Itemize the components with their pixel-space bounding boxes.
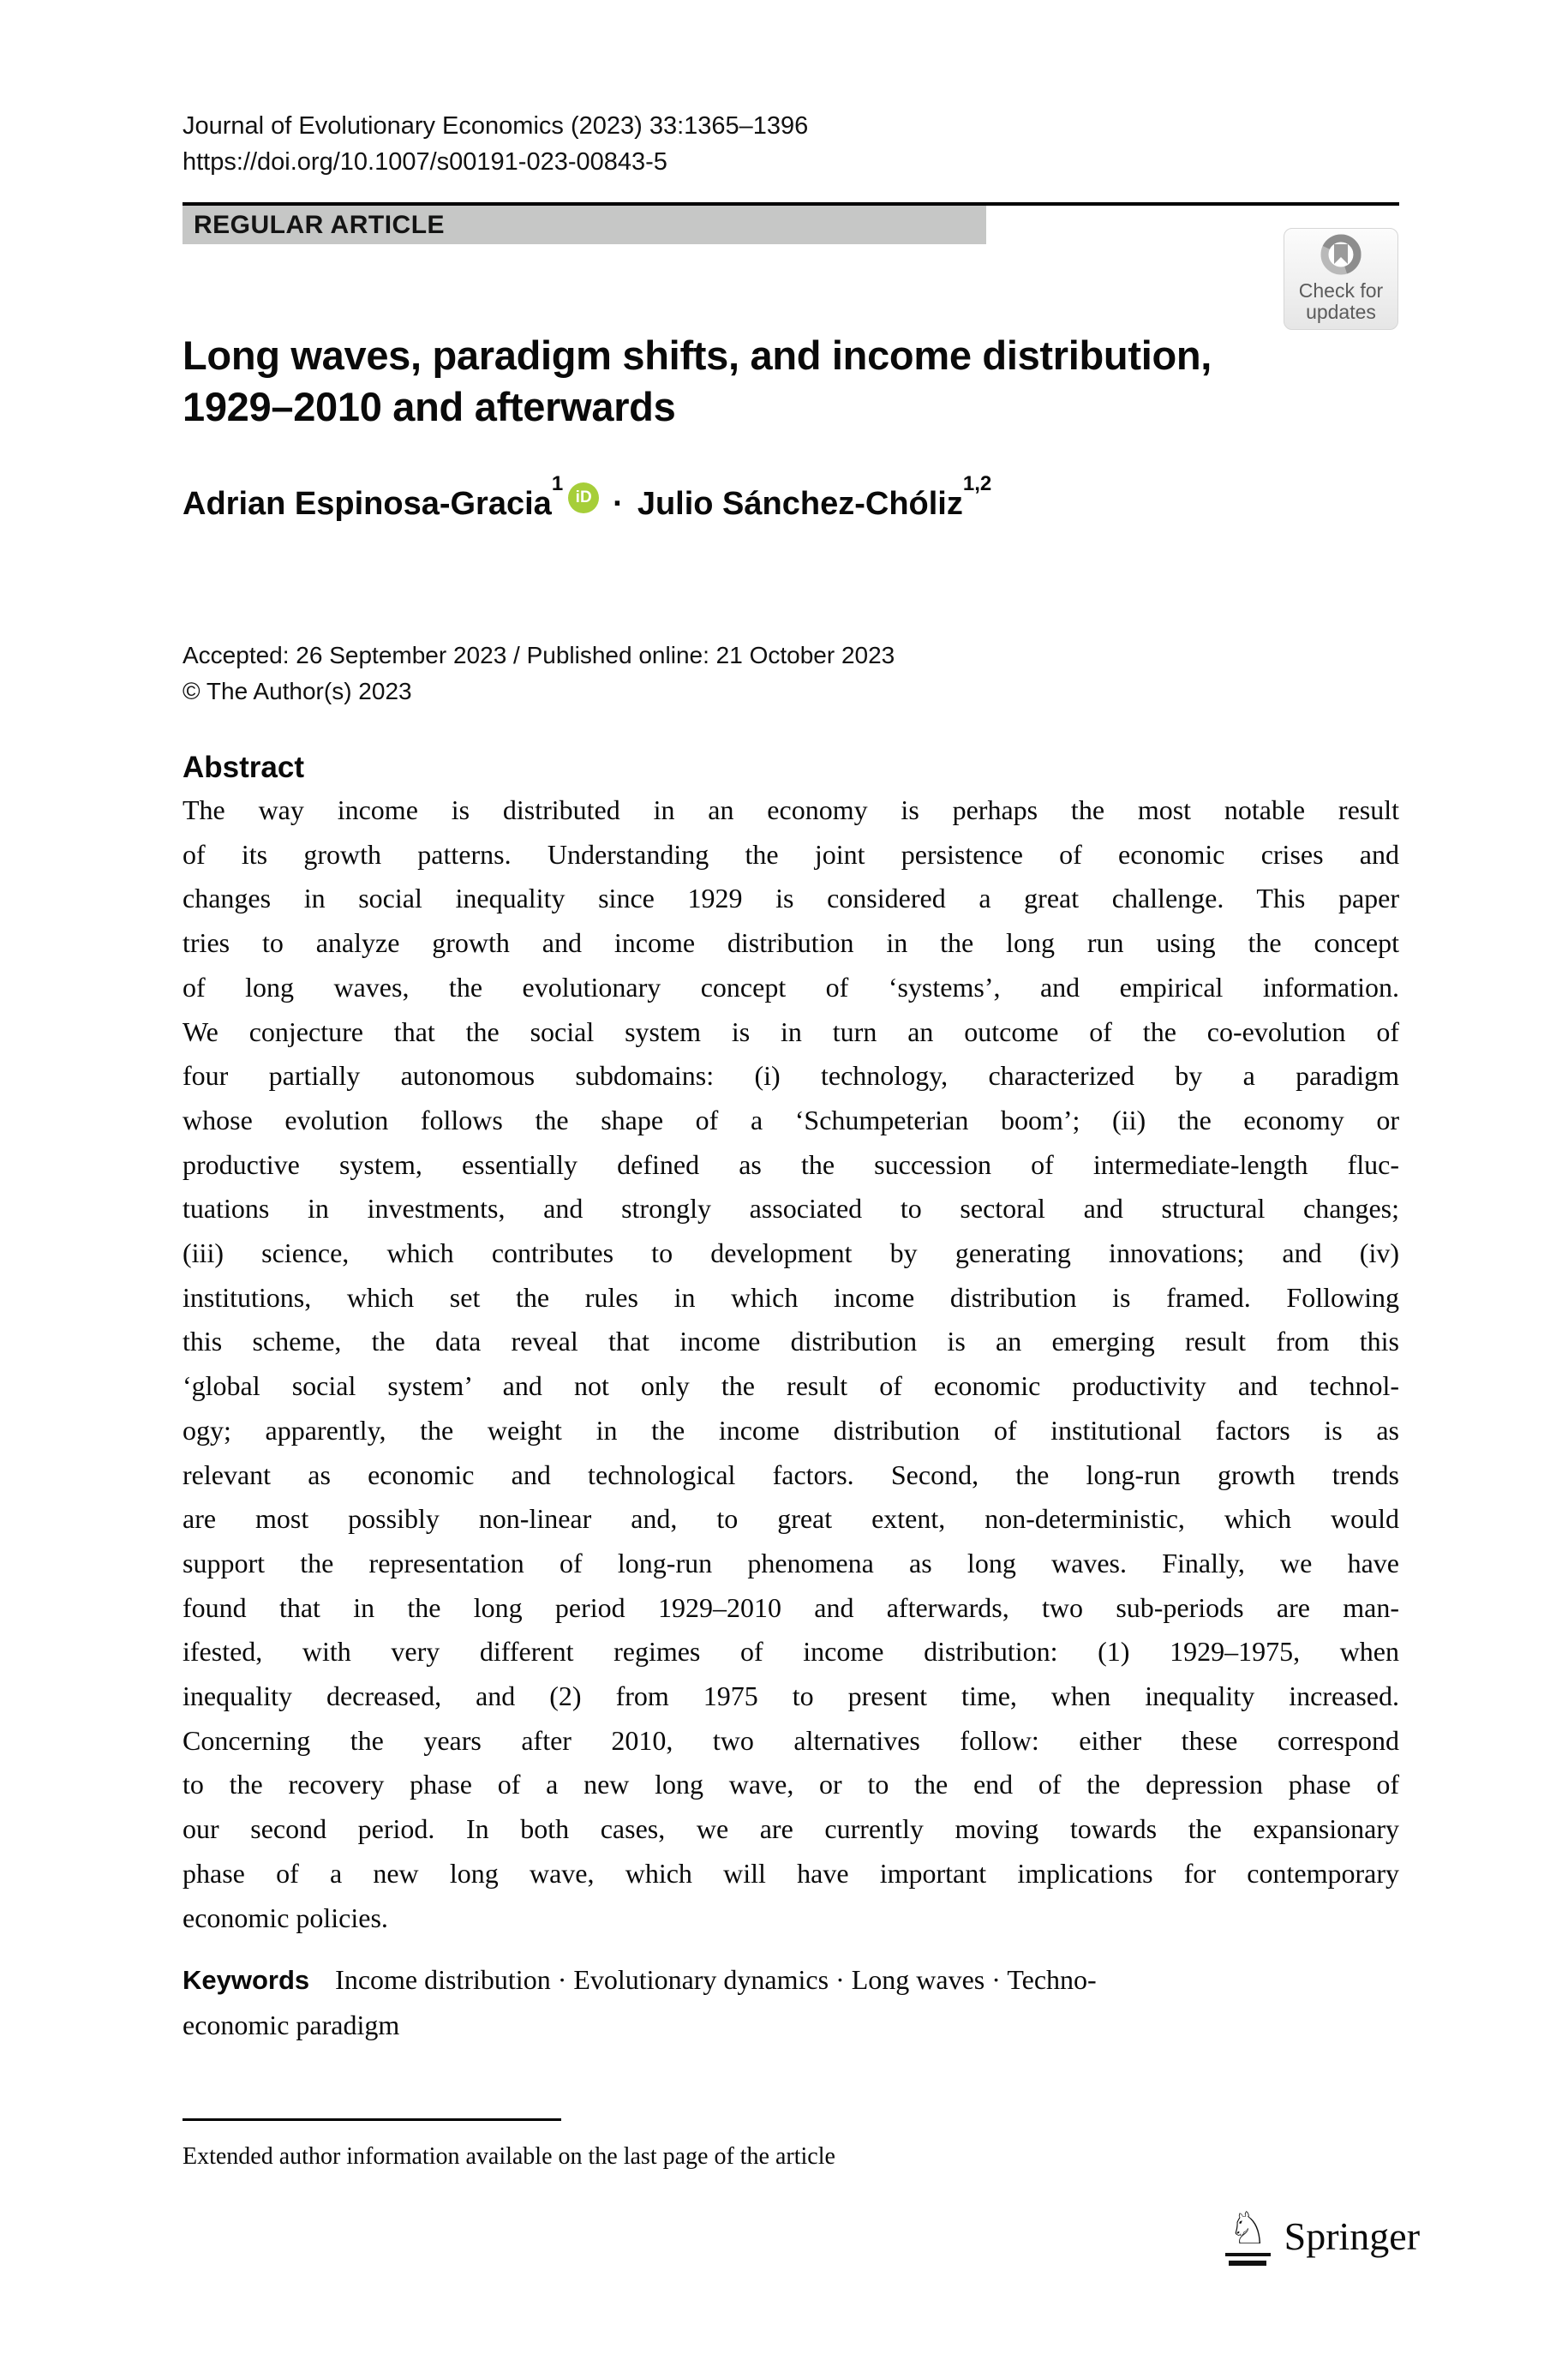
- springer-logo: [1225, 2206, 1420, 2266]
- abstract-line: tries to analyze growth and income distribution in the long run using the concept: [183, 927, 1399, 959]
- keywords-line-1: [183, 1957, 1399, 2003]
- springer-wordmark: Springer: [1284, 2213, 1421, 2258]
- keywords-text-line-2: economic paradigm: [183, 2010, 400, 2041]
- accepted-published-line: Accepted: 26 September 2023 / Published online: 21 October 2023: [183, 642, 895, 668]
- title-line-1: Long waves, paradigm shifts, and income distribution,: [183, 332, 1212, 378]
- abstract-line: of long waves, the evolutionary concept of ‘systems’, and empirical information.: [183, 971, 1399, 1003]
- abstract-line: are most possibly non-linear and, to great extent, non-deterministic, which would: [183, 1503, 1399, 1535]
- abstract-line: our second period. In both cases, we are currently moving towards the expansionary: [183, 1813, 1399, 1845]
- title-line-2: 1929–2010 and afterwards: [183, 384, 676, 429]
- abstract-line: four partially autonomous subdomains: (i) technology, characterized by a paradigm: [183, 1060, 1399, 1092]
- abstract-line: whose evolution follows the shape of a ‘Schumpeterian boom’; (ii) the economy or: [183, 1104, 1399, 1135]
- orcid-icon[interactable]: iD: [568, 482, 599, 513]
- author-1-name-text: Adrian Espinosa-Gracia: [183, 486, 552, 522]
- abstract-line: inequality decreased, and (2) from 1975 to present time, when inequality increased.: [183, 1680, 1399, 1712]
- copyright-line: © The Author(s) 2023: [183, 678, 412, 704]
- article-type-label: REGULAR ARTICLE: [194, 210, 446, 239]
- abstract-line: (iii) science, which contributes to development by generating innovations; and (iv): [183, 1237, 1399, 1269]
- author-2-affiliation-sup: 1,2: [962, 472, 992, 496]
- footnote-divider: [183, 2118, 561, 2121]
- page-content: [183, 0, 1399, 2048]
- abstract-line: institutions, which set the rules in which income distribution is framed. Following: [183, 1281, 1399, 1313]
- article-type-background: [183, 206, 986, 244]
- author-separator: ·: [613, 486, 624, 522]
- abstract-text: [183, 788, 1399, 1940]
- journal-header: [183, 108, 1399, 180]
- article-type-bar: [183, 202, 1399, 244]
- abstract-line: found that in the long period 1929–2010 and afterwards, two sub-periods are man-: [183, 1591, 1399, 1623]
- author-line: [183, 472, 1399, 523]
- abstract-line: economic policies.: [183, 1902, 388, 1933]
- abstract-line: relevant as economic and technological factors. Second, the long-run growth trends: [183, 1459, 1399, 1490]
- abstract-line: of its growth patterns. Understanding the joint persistence of economic crises and: [183, 838, 1399, 870]
- author-2-name: [637, 472, 992, 523]
- footnote-block: [183, 2118, 1399, 2171]
- footnote-text: Extended author information available on the last page of the article: [183, 2143, 835, 2170]
- abstract-line: We conjecture that the social system is in turn an outcome of the co-evolution of: [183, 1015, 1399, 1047]
- author-2-name-text: Julio Sánchez-Chóliz: [637, 486, 963, 522]
- abstract-line: this scheme, the data reveal that income distribution is an emerging result from this: [183, 1326, 1399, 1357]
- crossmark-icon: [1316, 231, 1366, 279]
- page-title: [183, 330, 1399, 433]
- check-for-updates-text: Check for updates: [1298, 279, 1384, 323]
- abstract-line: ‘global social system’ and not only the result of economic productivity and technol-: [183, 1370, 1399, 1402]
- abstract-line: The way income is distributed in an economy is perhaps the most notable result: [183, 794, 1399, 825]
- keywords-text-line-1: Income distribution · Evolutionary dynamics · Long waves · Techno-: [335, 1964, 1097, 1996]
- abstract-line: to the recovery phase of a new long wave, or to the end of the depression phase of: [183, 1769, 1399, 1800]
- abstract-line: ifested, with very different regimes of income distribution: (1) 1929–1975, when: [183, 1636, 1399, 1668]
- abstract-line: phase of a new long wave, which will have important implications for contemporary: [183, 1857, 1399, 1889]
- author-1-affiliation-sup: 1: [551, 472, 564, 496]
- abstract-line: Concerning the years after 2010, two alternatives follow: either these correspond: [183, 1724, 1399, 1756]
- author-1-name: [183, 472, 564, 523]
- check-for-updates-badge[interactable]: [1284, 228, 1398, 330]
- keywords-block: [183, 1957, 1399, 2048]
- keywords-label: Keywords: [183, 1965, 310, 1996]
- springer-knight-icon: ♘: [1225, 2206, 1271, 2266]
- publication-meta: [183, 638, 1399, 710]
- abstract-line: tuations in investments, and strongly associated to sectoral and structural changes;: [183, 1193, 1399, 1225]
- abstract-line: ogy; apparently, the weight in the income distribution of institutional factors is as: [183, 1414, 1399, 1446]
- journal-citation-line: Journal of Evolutionary Economics (2023) 33:1365–1396: [183, 112, 809, 140]
- abstract-heading: Abstract: [183, 751, 304, 784]
- doi-link[interactable]: https://doi.org/10.1007/s00191-023-00843-5: [183, 148, 667, 176]
- abstract-line: productive system, essentially defined as the succession of intermediate-length fluc-: [183, 1148, 1399, 1180]
- abstract-line: support the representation of long-run phenomena as long waves. Finally, we have: [183, 1547, 1399, 1578]
- abstract-line: changes in social inequality since 1929 is considered a great challenge. This paper: [183, 883, 1399, 914]
